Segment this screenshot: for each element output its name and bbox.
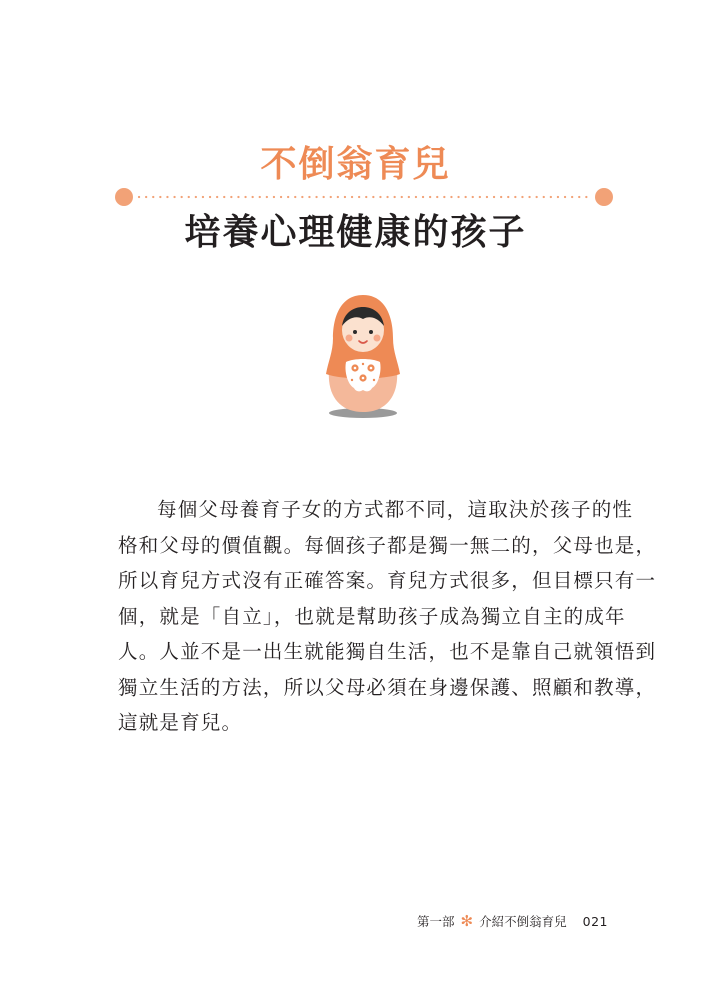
paragraph-line: 每個父母養育子女的方式都不同，這取決於孩子的性 — [157, 498, 634, 521]
page-number: 021 — [582, 913, 608, 929]
paragraph-line: 格和父母的價值觀。每個孩子都是獨一無二的，父母也是， — [118, 533, 657, 557]
chapter-subtitle: 不倒翁育兒 — [260, 144, 451, 185]
matryoshka-doll-icon — [322, 292, 404, 422]
body-paragraph — [118, 492, 657, 741]
footer-part: 第一部 — [417, 914, 455, 929]
paragraph-line: 個，就是「自立」，也就是幫助孩子成為獨立自主的成年 — [118, 604, 626, 628]
chapter-title: 培養心理健康的孩子 — [184, 212, 527, 253]
paragraph-line: 這就是育兒。 — [118, 711, 243, 734]
paragraph-line: 人。人並不是一出生就能獨自生活，也不是靠自己就領悟到 — [118, 640, 657, 663]
page-footer — [417, 912, 608, 930]
title-divider — [113, 186, 615, 208]
paragraph-line: 所以育兒方式沒有正確答案。育兒方式很多，但目標只有一 — [118, 569, 657, 592]
asterisk-icon: ✻ — [460, 911, 474, 930]
paragraph-line: 獨立生活的方法，所以父母必須在身邊保護、照顧和教導， — [118, 675, 657, 699]
footer-section: 介紹不倒翁育兒 — [479, 914, 567, 929]
